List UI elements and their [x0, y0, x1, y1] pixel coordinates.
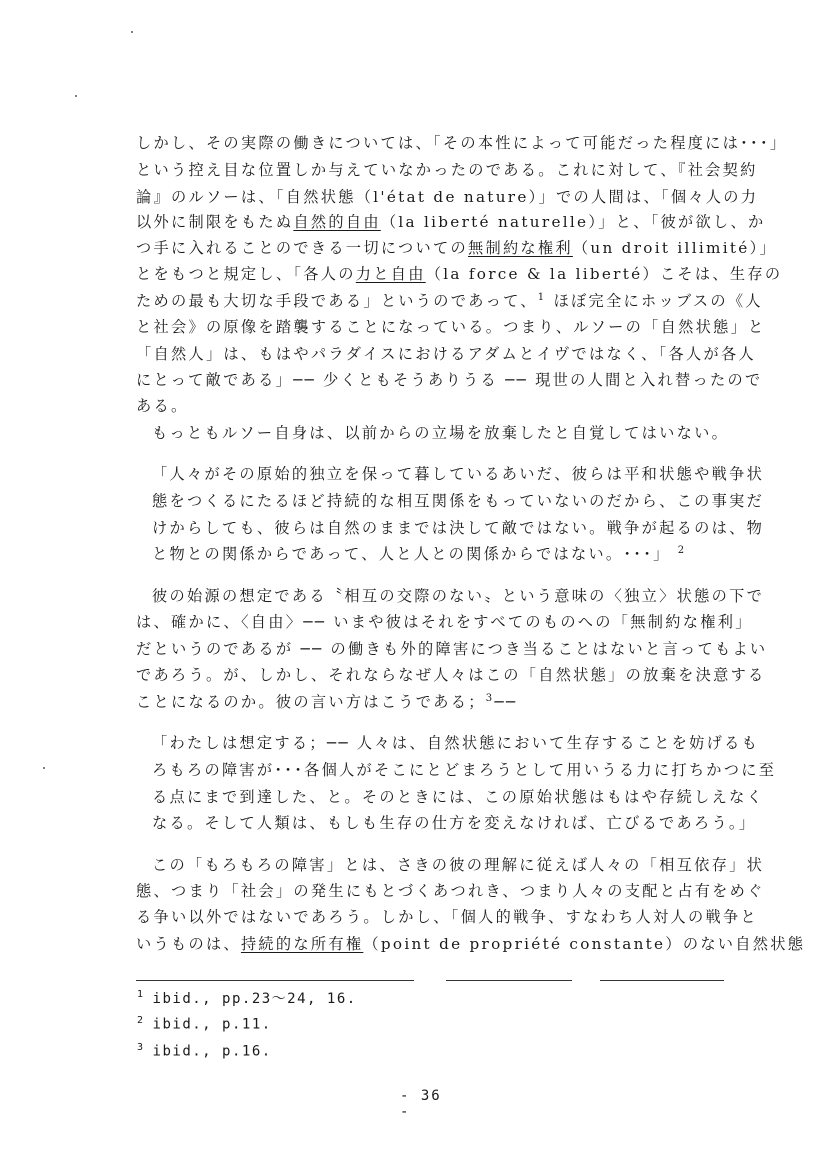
body-line: 以外に制限をもたぬ自然的自由（la liberté naturelle）」と、「彼が欲し、か	[136, 213, 766, 231]
footnote-ref: 1	[537, 291, 547, 303]
body-line: であろう。が、しかし、それならなぜ人々はこの「自然状態」の放棄を決意する	[136, 666, 766, 684]
quote-line: 態をつくるにたるほど持続的な相互関係をもっていないのだから、この事実だ	[152, 492, 765, 510]
body-line: ある。	[136, 397, 189, 415]
footnote: $^2$ ibid., p.11.	[137, 1015, 272, 1033]
scan-speck	[75, 95, 77, 97]
body-line: と社会》の原像を踏襲することになっている。つまり、ルソーの「自然状態」と	[136, 318, 766, 336]
footnote: $^1$ ibid., pp.23～24, 16.	[137, 989, 357, 1007]
body-line: ことになるのか。彼の言い方はこうである；$^3$──	[136, 692, 518, 711]
body-line: もっともルソー自身は、以前からの立場を放棄したと自覚してはいない。	[152, 424, 730, 442]
body-line: は、確かに、〈自由〉── いまや彼はそれをすべてのものへの「無制約な権利」	[136, 613, 753, 631]
quote-line: と物との関係からであって、人と人との関係からではない。･･･」 $^2$	[152, 544, 687, 563]
body-line: いうものは、持続的な所有権（point de propriété constante）のない自然状態	[136, 935, 806, 953]
body-line: という控え目な位置しか与えていなかったのである。これに対して、『社会契約	[136, 161, 758, 179]
footnote-separator	[446, 980, 572, 981]
body-line: 態、つまり「社会」の発生にもとづくあつれき、つまり人々の支配と占有をめぐ	[136, 882, 765, 900]
body-line: とをもつと規定し、「各人の力と自由（la force & la liberté）こそは、生存の	[136, 265, 783, 283]
body-line: にとって敵である」── 少くともそうありうる ── 現世の人間と入れ替ったので	[136, 371, 763, 389]
footnote-separator	[136, 980, 414, 981]
quote-line: なる。そして人類は、もしも生存の仕方を変えなければ、亡びるであろう。」	[152, 814, 757, 832]
scan-speck	[131, 31, 133, 33]
body-line: この「もろもろの障害」とは、さきの彼の理解に従えば人々の「相互依存」状	[152, 856, 765, 874]
underlined-term: 力と自由	[355, 265, 426, 283]
page-number: - 36 -	[400, 1088, 442, 1120]
body-line: る争い以外ではないであろう。しかし、「個人的戦争、すなわち人対人の戦争と	[136, 908, 758, 926]
body-line: だというのであるが ── の働きも外的障害につき当ることはないと言ってもよい	[136, 640, 768, 658]
footnote: $^3$ ibid., p.16.	[137, 1042, 272, 1060]
quote-line: る点にまで到達した、と。そのときには、この原始状態はもはや存続しえなく	[152, 788, 765, 806]
footnote-ref: 3	[485, 692, 495, 704]
quote-line: 「人々がその原始的独立を保って暮しているあいだ、彼らは平和状態や戦争状	[152, 465, 765, 483]
scan-speck	[43, 767, 45, 769]
quote-line: ろもろの障害が･･･各個人がそこにとどまろうとして用いうる力に打ちかつに至	[152, 761, 777, 779]
underlined-term: 持続的な所有権	[240, 935, 364, 953]
quote-line: 「わたしは想定する；── 人々は、自然状態において生存することを妨げるも	[152, 734, 760, 752]
body-line: つ手に入れることのできる一切についての無制約な権利（un droit illimité）」	[136, 239, 777, 257]
underlined-term: 自然的自由	[293, 213, 381, 231]
body-line: 論』のルソーは、「自然状態（l'état de nature）」での人間は、「個々人の力	[136, 188, 759, 206]
footnote-ref: 2	[677, 544, 687, 556]
quote-line: けからしても、彼らは自然のままでは決して敵ではない。戦争が起るのは、物	[152, 519, 765, 537]
body-line: 「自然人」は、もはやパラダイスにおけるアダムとイヴではなく、「各人が各人	[136, 345, 756, 363]
body-line: しかし、その実際の働きについては、「その本性によって可能だった程度には･･･」	[136, 134, 788, 152]
body-line: ための最も大切な手段である」というのであって、$^1$ ほぼ完全にホッブスの《人	[136, 291, 763, 310]
footnote-separator	[600, 980, 724, 981]
body-line: 彼の始源の想定である〝相互の交際のない〟という意味の〈独立〉状態の下で	[152, 587, 765, 605]
underlined-term: 無制約な権利	[467, 239, 573, 257]
